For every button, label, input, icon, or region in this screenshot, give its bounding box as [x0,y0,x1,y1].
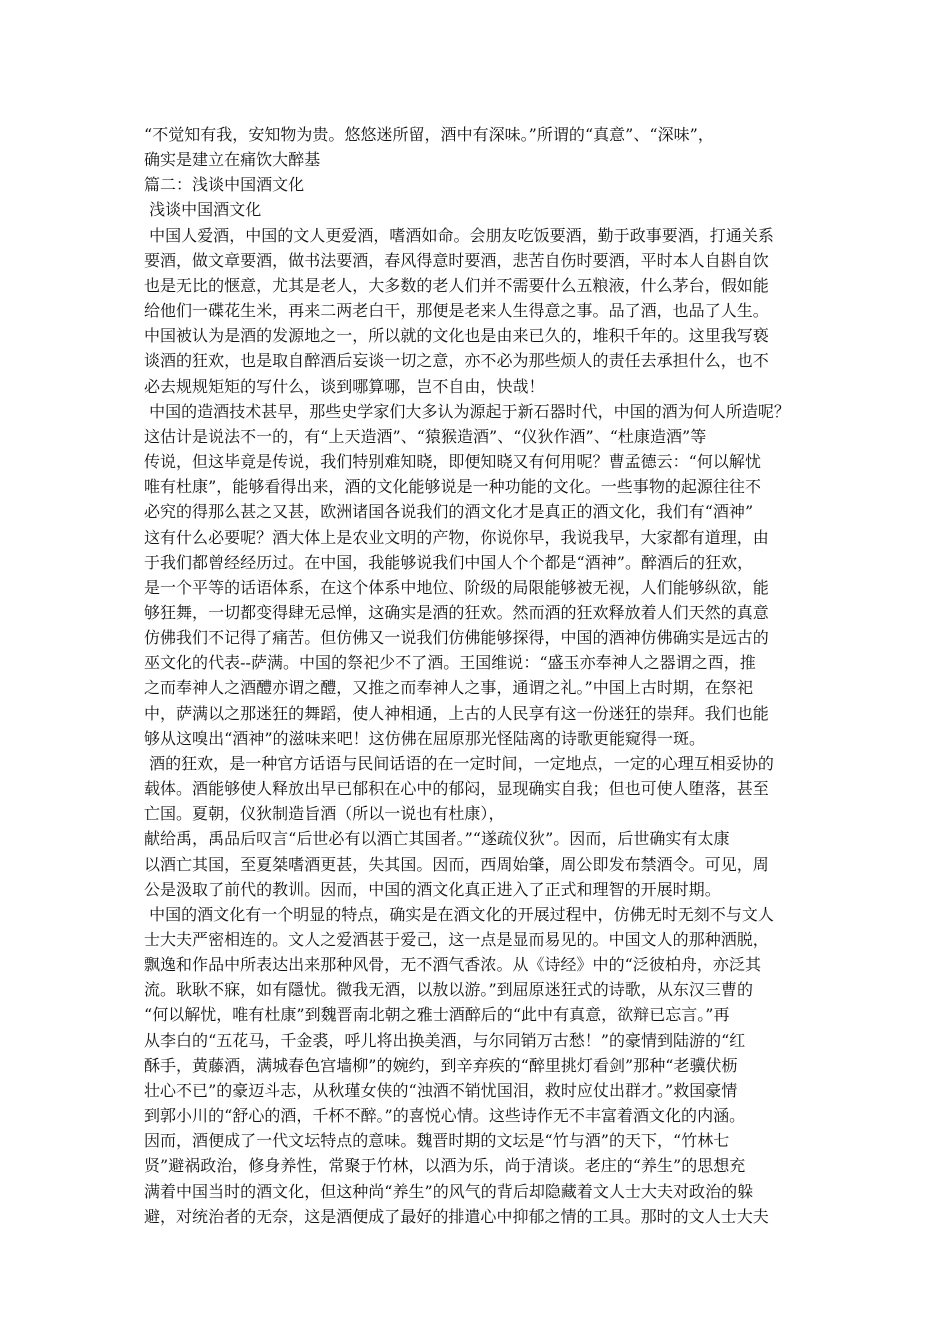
text-line: 公是汲取了前代的教训。因而，中国的酒文化真正进入了正式和理智的开展时期。 [144,879,721,899]
text-line: 必究的得那么甚之又甚，欧洲诸国各说我们的酒文化才是真正的酒文化，我们有“酒神” [144,502,754,522]
text-line: 于我们都曾经经历过。在中国，我能够说我们中国人个个都是“酒神”。醉酒后的狂欢， [144,552,754,572]
text-line: 这估计是说法不一的，有“上天造酒”、“猿猴造酒”、“仪狄作酒”、“杜康造酒”等 [144,426,707,446]
text-line: 酒的狂欢，是一种官方话语与民间话语的在一定时间，一定地点，一定的心理互相妥协的 [144,753,774,773]
text-line: 贤”避祸政治，修身养性，常聚于竹林，以酒为乐，尚于清谈。老庄的“养生”的思想充 [144,1156,746,1176]
text-line: 酥手，黄藤酒，满城春色宫墙柳”的婉约，到辛弃疾的“醉里挑灯看剑”那种“老骥伏枥 [144,1055,738,1075]
text-line: 必去规规矩矩的写什么，谈到哪算哪，岂不自由，快哉！ [144,376,545,396]
text-line: 中国的酒文化有一个明显的特点，确实是在酒文化的开展过程中，仿佛无时无刻不与文人 [144,904,774,924]
text-line: 够狂舞，一切都变得肆无忌惮，这确实是酒的狂欢。然而酒的狂欢释放着人们天然的真意 [144,602,769,622]
text-line: 给他们一碟花生米，再来二两老白干，那便是老来人生得意之事。品了酒，也品了人生。 [144,301,769,321]
text-line: 中国的造酒技术甚早，那些史学家们大多认为源起于新石器时代，中国的酒为何人所造呢？ [144,401,790,421]
text-line: 巫文化的代表--萨满。中国的祭祀少不了酒。王国维说：“盛玉亦奉神人之器谓之酉，推 [144,653,756,673]
text-line: 壮心不已”的豪迈斗志，从秋瑾女侠的“浊酒不销忧国泪，救时应仗出群才。”救国豪情 [144,1080,738,1100]
text-line: 以酒亡其国，至夏桀嗜酒更甚，失其国。因而，西周始肇，周公即发布禁酒令。可见，周 [144,854,769,874]
text-line: 因而，酒便成了一代文坛特点的意味。魏晋时期的文坛是“竹与酒”的天下，“竹林七 [144,1131,730,1151]
text-line: 流。耿耿不寐，如有隱忧。微我无酒，以敖以游。”到屈原迷狂式的诗歌，从东汉三曹的 [144,980,753,1000]
text-line: 士大夫严密相连的。文人之爱酒甚于爱己，这一点是显而易见的。中国文人的那种洒脱， [144,930,769,949]
text-line: 从李白的“五花马，千金裘，呼儿将出换美酒，与尔同销万古愁！”的豪情到陆游的“红 [144,1030,746,1050]
text-line: 要酒，做文章要酒，做书法要酒，春风得意时要酒，悲苦自伤时要酒，平时本人自斟自饮 [144,250,769,270]
text-line: 献给禹，禹品后叹言“后世必有以酒亡其国者。”“遂疏仪狄”。因而，后世确实有太康 [144,829,730,849]
text-line: 亡国。夏朝，仪狄制造旨酒（所以一说也有杜康）， [144,804,505,824]
text-line: 之而奉神人之酒醴亦谓之醴，又推之而奉神人之事，通谓之礼。”中国上古时期，在祭祀 [144,678,753,698]
text-line: 避，对统治者的无奈，这是酒便成了最好的排遣心中抑郁之情的工具。那时的文人士大夫 [144,1206,769,1226]
text-line: 载体。酒能够使人释放出早已郁积在心中的郁闷，显现确实自我；但也可使人堕落，甚至 [144,779,769,799]
text-line: 唯有杜康”，能够看得出来，酒的文化能够说是一种功能的文化。一些事物的起源往往不 [144,477,761,497]
text-line: “何以解忧，唯有杜康”到魏晋南北朝之雅士酒醉后的“此中有真意，欲辩已忘言。”再 [144,1005,730,1025]
text-line: 浅谈中国酒文化 [144,200,262,220]
text-line: 飘逸和作品中所表达出来那种风骨，无不酒气香浓。从《诗经》中的“泛彼柏舟，亦泛其 [144,955,761,975]
text-line: 传说，但这毕竟是传说，我们特别难知晓，即便知晓又有何用呢？曹孟德云：“何以解忧 [144,452,761,472]
text-line: 中国被认为是酒的发源地之一，所以就的文化也是由来已久的，堆积千年的。这里我写亵 [144,326,769,346]
text-line: 够从这嗅出“酒神”的滋味来吧！这仿佛在屈原那光怪陆离的诗歌更能窥得一斑。 [144,728,706,748]
text-line: 中国人爱酒，中国的文人更爱酒，嗜酒如命。会朋友吃饭要酒，勤于政事要酒，打通关系 [144,225,774,245]
text-line: 这有什么必要呢？酒大体上是农业文明的产物，你说你早，我说我早，大家都有道理，由 [144,527,769,547]
text-line: 仿佛我们不记得了痛苦。但仿佛又一说我们仿佛能够探得，中国的酒神仿佛确实是远古的 [144,628,769,648]
text-line: 谈酒的狂欢，也是取自醉酒后妄谈一切之意，亦不必为那些烦人的责任去承担什么，也不 [144,351,769,371]
text-line: 满着中国当时的酒文化，但这种尚“养生”的风气的背后却隐藏着文人士大夫对政治的躲 [144,1181,754,1201]
text-line: 到郭小川的“舒心的酒，千杯不醉。”的喜悦心情。这些诗作无不丰富着酒文化的内涵。 [144,1106,746,1126]
text-line: 是一个平等的话语体系，在这个体系中地位、阶级的局限能够被无视，人们能够纵欲，能 [144,577,769,597]
text-line: 确实是建立在痛饮大醉基 [144,150,321,170]
text-line: “不觉知有我，安知物为贵。悠悠迷所留，酒中有深味。”所谓的“真意”、“深味”， [144,125,714,144]
text-line: 也是无比的惬意，尤其是老人，大多数的老人们并不需要什么五粮液，什么茅台，假如能 [144,275,769,295]
document-body [144,122,814,1229]
text-line: 篇二：浅谈中国酒文化 [144,175,305,195]
text-line: 中，萨满以之那迷狂的舞蹈，使人神相通，上古的人民享有这一份迷狂的崇拜。我们也能 [144,703,769,723]
